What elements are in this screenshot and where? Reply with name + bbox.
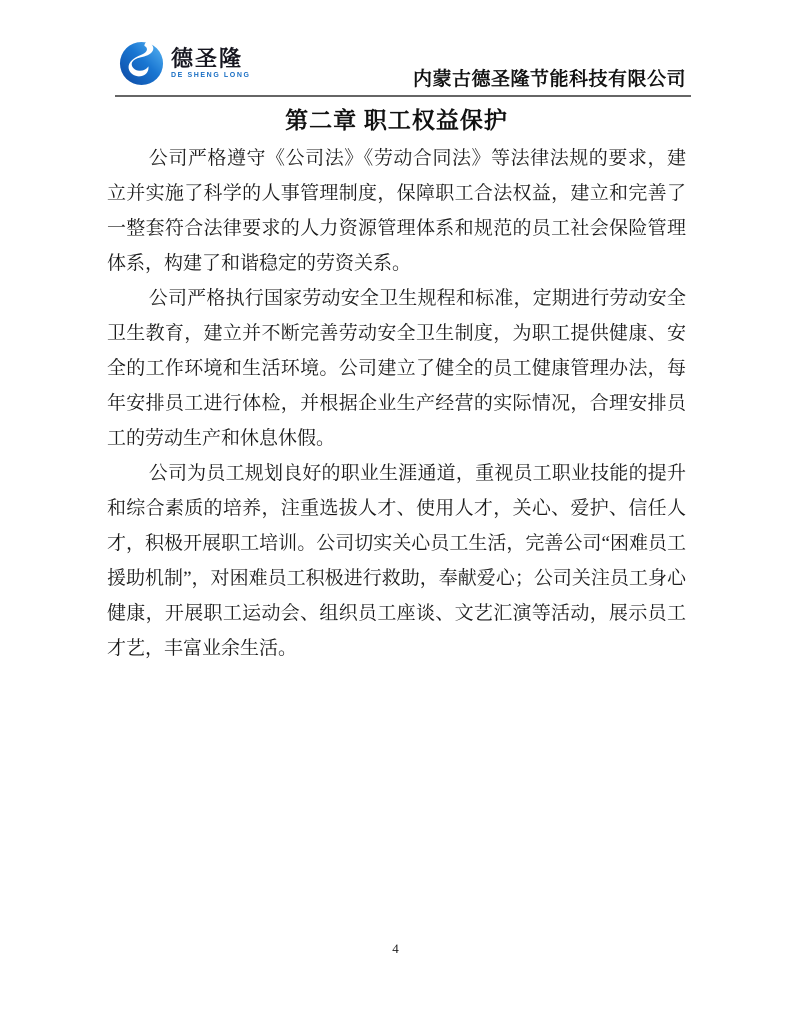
- dragon-s-logo-icon: [118, 39, 165, 86]
- logo-name-en: DE SHENG LONG: [171, 71, 251, 79]
- logo-name-cn: 德圣隆: [171, 45, 244, 71]
- company-logo: [118, 39, 251, 86]
- paragraph-1: 公司严格遵守《公司法》《劳动合同法》等法律法规的要求，建立并实施了科学的人事管理制度，保障职工合法权益，建立和完善了一整套符合法律要求的人力资源管理体系和规范的员工社会保险管理体系，构建了和谐稳定的劳资关系。: [107, 148, 686, 274]
- chapter-title: 第二章 职工权益保护: [285, 108, 508, 133]
- logo-text-block: [171, 47, 251, 79]
- company-name-header: 内蒙古德圣隆节能科技有限公司: [412, 69, 686, 90]
- paragraph-2: 公司严格执行国家劳动安全卫生规程和标准，定期进行劳动安全卫生教育，建立并不断完善劳动安全卫生制度，为职工提供健康、安全的工作环境和生活环境。公司建立了健全的员工健康管理办法，每年安排员工进行体检，并根据企业生产经营的实际情况，合理安排员工的劳动生产和休息休假。: [107, 288, 686, 449]
- document-body: [107, 141, 686, 666]
- header-divider: [115, 95, 691, 97]
- page-number: 4: [392, 941, 399, 956]
- paragraph-3: 公司为员工规划良好的职业生涯通道，重视员工职业技能的提升和综合素质的培养，注重选拔人才、使用人才，关心、爱护、信任人才，积极开展职工培训。公司切实关心员工生活，完善公司“困难员工援助机制”，对困难员工积极进行救助，奉献爱心；公司关注员工身心健康，开展职工运动会、组织员工座谈、文艺汇演等活动，展示员工才艺，丰富业余生活。: [107, 463, 686, 659]
